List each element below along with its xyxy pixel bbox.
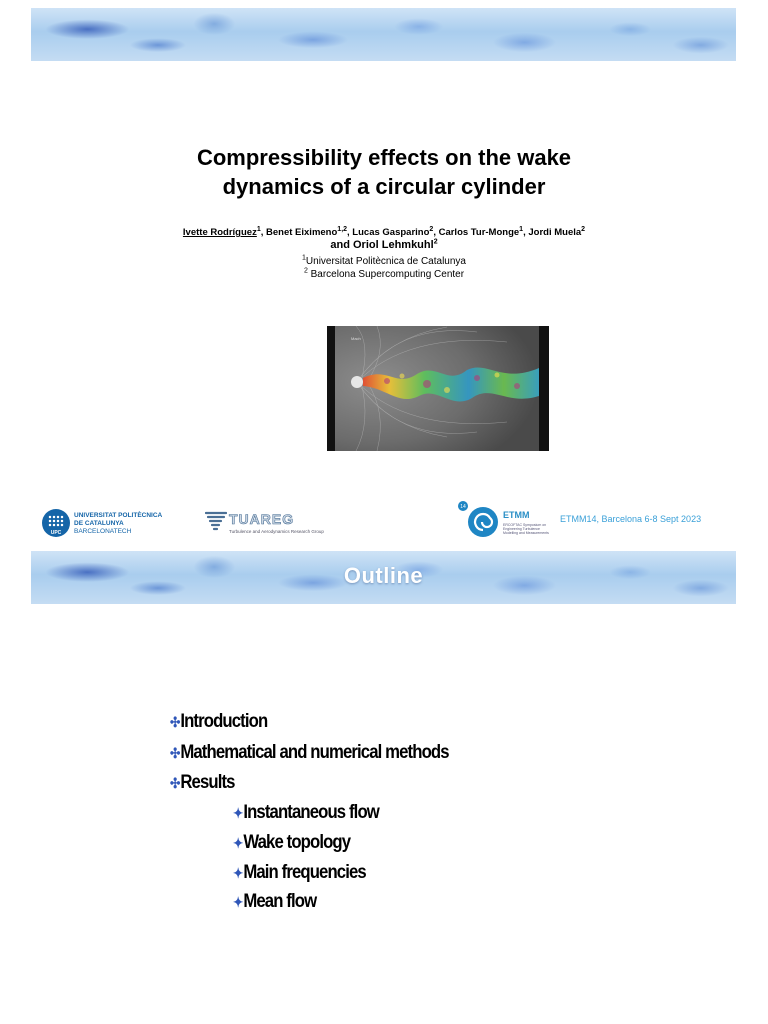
etmm-subtitle: ERCOFTAC Symposium on Engineering Turbulence Modelling and Measurements	[503, 523, 549, 535]
outline-item-label: Mathematical and numerical methods	[180, 742, 449, 763]
etmm-wordmark: ETMM	[503, 510, 530, 520]
outline-item-label: Introduction	[180, 711, 268, 732]
bullet-icon: ✣	[170, 775, 180, 791]
etmm-logo	[457, 500, 557, 540]
affiliations	[100, 255, 668, 281]
author-6-sup: 2	[433, 238, 438, 246]
author-3-sup: 2	[429, 225, 434, 233]
affiliation-2: Barcelona Supercomputing Center	[307, 269, 465, 280]
outline-item-results	[170, 772, 235, 794]
outline-item-label: Instantaneous flow	[243, 802, 379, 823]
upc-badge: UPC	[50, 530, 62, 536]
star-bullet-icon: ✦	[233, 865, 243, 881]
author-5: , Jordi Muela	[523, 227, 582, 238]
upc-logo	[42, 508, 182, 540]
author-4-sup: 1	[519, 225, 524, 233]
outline-item-label: Wake topology	[243, 832, 351, 853]
star-bullet-icon: ✦	[233, 805, 243, 821]
author-1: Ivette Rodríguez	[182, 227, 257, 238]
upc-line-2: DE CATALUNYA	[74, 520, 124, 527]
bullet-icon: ✣	[170, 745, 180, 761]
author-3: , Lucas Gasparino	[347, 227, 430, 238]
author-list	[100, 226, 668, 252]
outline-banner	[31, 551, 736, 604]
star-bullet-icon: ✦	[233, 894, 243, 910]
title-line-2: dynamics of a circular cylinder	[222, 174, 546, 199]
tuareg-subtitle: Turbulence and Aerodynamics Research Group	[229, 529, 324, 534]
author-4: , Carlos Tur-Monge	[433, 227, 520, 238]
header-banner	[31, 8, 736, 61]
author-5-sup: 2	[581, 225, 586, 233]
upc-line-1: UNIVERSITAT POLITÈCNICA	[74, 512, 163, 519]
wake-simulation-image	[327, 326, 549, 451]
bullet-icon: ✣	[170, 714, 180, 730]
outline-item-methods	[170, 742, 449, 764]
outline-item-label: Results	[180, 772, 235, 793]
outline-item-main-frequencies	[233, 862, 366, 884]
outline-item-mean-flow	[233, 891, 316, 913]
tuareg-logo	[205, 510, 335, 540]
title-line-1: Compressibility effects on the wake	[196, 145, 572, 170]
affiliation-2-sup: 2	[303, 267, 308, 275]
author-6: and Oriol Lehmkuhl	[330, 239, 434, 251]
author-1-sup: 1	[256, 225, 261, 233]
outline-item-label: Mean flow	[243, 891, 317, 912]
affiliation-1-sup: 1	[302, 254, 306, 262]
upc-line-3: BARCELONATECH	[74, 528, 132, 535]
tuareg-wordmark: TUAREG	[229, 511, 295, 527]
sim-label: Mach	[351, 336, 361, 341]
outline-item-label: Main frequencies	[243, 862, 366, 883]
etmm-badge: 14	[460, 504, 466, 510]
tornado-icon	[205, 510, 227, 534]
upc-emblem-icon	[42, 509, 70, 537]
conference-label: ETMM14, Barcelona 6-8 Sept 2023	[560, 514, 702, 524]
outline-item-instantaneous-flow	[233, 802, 379, 824]
affiliation-1: Universitat Politècnica de Catalunya	[305, 256, 466, 267]
slide-title	[90, 143, 678, 201]
spiral-icon	[457, 500, 501, 540]
author-2: , Benet Eiximeno	[260, 227, 338, 238]
outline-item-introduction	[170, 711, 267, 733]
star-bullet-icon: ✦	[233, 835, 243, 851]
author-2-sup: 1,2	[337, 225, 348, 233]
outline-item-wake-topology	[233, 832, 350, 854]
outline-title: Outline	[343, 563, 424, 588]
